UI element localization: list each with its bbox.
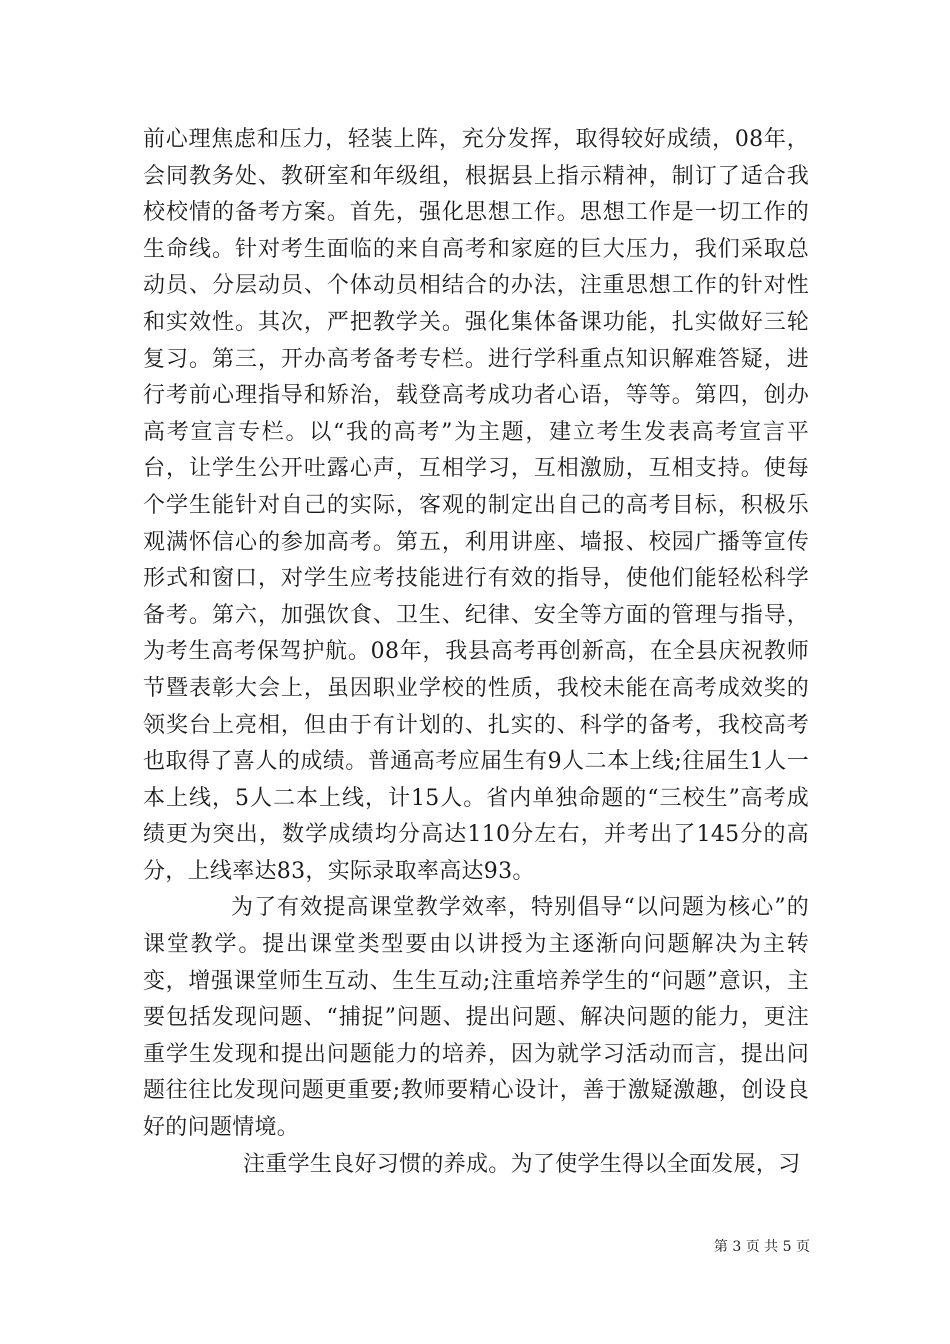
paragraph-good-habits: 注重学生良好习惯的养成。为了使学生得以全面发展，习	[243, 1151, 801, 1177]
page-number-footer: 第 3 页 共 5 页	[713, 1239, 810, 1255]
paragraph-classroom-teaching: 为了有效提高课堂教学效率，特别倡导“以问题为核心”的课堂教学。提出课堂类型要由以讲授为主逐渐向问题解决为主转变，增强课堂师生互动、生生互动;注重培养学生的“问题”意识，主要包括发现问题、“捕捉”问题、提出问题、解决问题的能力，更注重学生发现和提出问题能力的培养，因为就学习活动而言，提出问题往往比发现问题更重要;教师要精心设计，善于激疑激趣，创设良好的问题情境。	[143, 895, 809, 1141]
paragraph-exam-preparation: 前心理焦虑和压力，轻装上阵，充分发挥，取得较好成绩，08年，会同教务处、教研室和年级组，根据县上指示精神，制订了适合我校校情的备考方案。首先，强化思想工作。思想工作是一切工作的生命线。针对考生面临的来自高考和家庭的巨大压力，我们采取总动员、分层动员、个体动员相结合的办法，注重思想工作的针对性和实效性。其次，严把教学关。强化集体备课功能，扎实做好三轮复习。第三，开办高考备考专栏。进行学科重点知识解难答疑，进行考前心理指导和矫治，载登高考成功者心语，等等。第四，创办高考宣言专栏。以“我的高考”为主题，建立考生发表高考宣言平台，让学生公开吐露心声，互相学习，互相激励，互相支持。使每个学生能针对自己的实际，客观的制定出自己的高考目标，积极乐观满怀信心的参加高考。第五，利用讲座、墙报、校园广播等宣传形式和窗口，对学生应考技能进行有效的指导，使他们能轻松科学备考。第六，加强饮食、卫生、纪律、安全等方面的管理与指导，为考生高考保驾护航。08年，我县高考再创新高，在全县庆祝教师节暨表彰大会上，虽因职业学校的性质，我校未能在高考成效奖的领奖台上亮相，但由于有计划的、扎实的、科学的备考，我校高考也取得了喜人的成绩。普通高考应届生有9人二本上线;往届生1人一本上线，5人二本上线，计15人。省内单独命题的“三校生”高考成绩更为突出，数学成绩均分高达110分左右，并考出了145分的高分，上线率达83，实际录取率高达93。	[143, 127, 809, 884]
document-body	[143, 122, 809, 1183]
